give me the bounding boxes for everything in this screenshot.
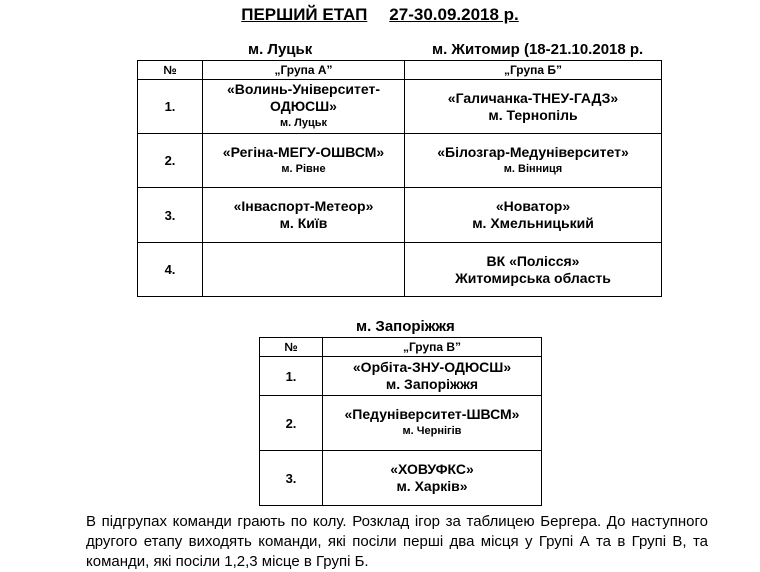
group-a-cell [203, 80, 405, 134]
table-header-row [260, 338, 542, 357]
team-city: м. Харків» [396, 478, 468, 494]
team-name: «Регіна-МЕГУ-ОШВСМ» [222, 143, 385, 160]
city-zaporizhzhia: м. Запоріжжя [356, 318, 455, 335]
group-b-cell [405, 134, 662, 188]
stage-title: ПЕРШИЙ ЕТАП [241, 5, 368, 24]
team-city: м. Вінниця [503, 162, 563, 175]
table-row [138, 243, 662, 297]
team-city: м. Київ [279, 215, 328, 231]
rules-note: В підгрупах команди грають по колу. Розклад ігор за таблицею Бергера. До наступного другого етапу виходять команди, які посіли перші два місця у Групі А та в Групі В, та команди, які посіли 1,2,3 місце в Групі Б. [86, 513, 708, 570]
table-row [260, 451, 542, 506]
col-header-number: № [260, 338, 323, 357]
group-v-cell [323, 451, 542, 506]
city-lutsk: м. Луцьк [248, 41, 313, 58]
table-header-row [138, 61, 662, 80]
group-a-cell [203, 188, 405, 243]
row-number: 3. [138, 188, 203, 243]
group-b-cell [405, 80, 662, 134]
table-row [138, 134, 662, 188]
row-number: 2. [138, 134, 203, 188]
team-name: «ХОВУФКС» [390, 461, 474, 477]
row-number: 1. [138, 80, 203, 134]
team-name: «Педуніверситет-ШВСМ» [344, 406, 520, 422]
team-name: «Новатор» [495, 198, 571, 214]
team-city: м. Запоріжжя [385, 376, 479, 392]
group-b-cell [405, 243, 662, 297]
row-number: 3. [260, 451, 323, 506]
row-number: 2. [260, 396, 323, 451]
col-header-group-b: „Група Б” [405, 61, 662, 80]
team-city: м. Чернігів [402, 425, 462, 437]
team-name: «Галичанка-ТНЕУ-ГАДЗ» [447, 89, 619, 106]
col-header-group-a: „Група А” [203, 61, 405, 80]
team-city: м. Луцьк [279, 117, 328, 129]
team-city: м. Рівне [281, 162, 326, 175]
page-title [0, 5, 760, 25]
col-header-group-v: „Група В” [323, 338, 542, 357]
group-a-cell [203, 134, 405, 188]
col-header-number: № [138, 61, 203, 80]
table-row [138, 188, 662, 243]
team-name: «Білозгар-Медуніверситет» [437, 143, 629, 160]
team-city: Житомирська область [455, 269, 611, 286]
group-v-cell [323, 396, 542, 451]
stage-dates: 27-30.09.2018 р. [389, 5, 519, 24]
team-name: ВК «Полісся» [486, 252, 580, 269]
table-row [260, 396, 542, 451]
groups-ab-table [137, 60, 662, 297]
group-a-cell-empty [203, 243, 405, 297]
team-city: м. Хмельницький [472, 215, 594, 231]
team-city: м. Тернопіль [488, 106, 578, 123]
team-name: «Волинь-Університет-ОДЮСШ» [227, 81, 380, 114]
group-v-table [259, 337, 542, 506]
group-v-cell [323, 357, 542, 396]
table-row [260, 357, 542, 396]
table-row [138, 80, 662, 134]
team-name: «Інваспорт-Метеор» [233, 198, 374, 214]
city-zhytomyr: м. Житомир (18-21.10.2018 р. [432, 41, 644, 58]
row-number: 4. [138, 243, 203, 297]
team-name: «Орбіта-ЗНУ-ОДЮСШ» [352, 359, 512, 375]
row-number: 1. [260, 357, 323, 396]
group-b-cell [405, 188, 662, 243]
